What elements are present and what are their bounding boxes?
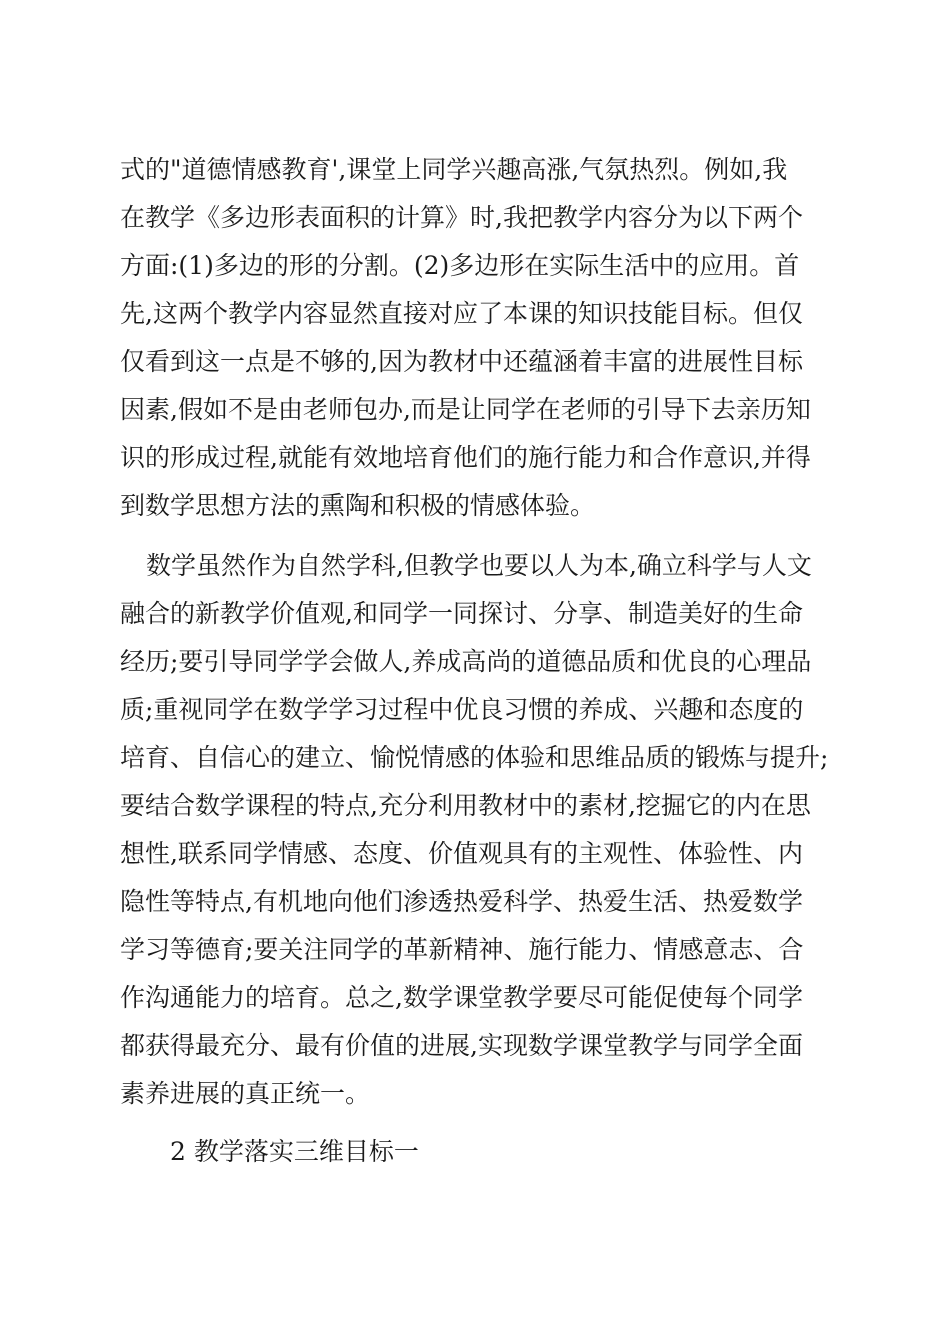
text-line: 质;重视同学在数学学习过程中优良习惯的养成、兴趣和态度的 [120, 695, 804, 724]
text-line: 素养进展的真正统一。 [120, 1079, 371, 1108]
text-line: 先,这两个教学内容显然直接对应了本课的知识技能目标。但仅 [120, 299, 803, 328]
text-line: 因素,假如不是由老师包办,而是让同学在老师的引导下去亲历知 [120, 395, 811, 424]
text-line: 都获得最充分、最有价值的进展,实现数学课堂教学与同学全面 [120, 1031, 803, 1060]
text-line: 式的"道德情感教育',课堂上同学兴趣高涨,气氛热烈。例如,我 [120, 155, 788, 184]
text-line: 到数学思想方法的熏陶和积极的情感体验。 [120, 491, 596, 520]
text-line: 融合的新教学价值观,和同学一同探讨、分享、制造美好的生命 [120, 599, 803, 628]
text-line: 作沟通能力的培育。总之,数学课堂教学要尽可能促使每个同学 [120, 983, 803, 1012]
text-line: 在教学《多边形表面积的计算》时,我把教学内容分为以下两个 [120, 203, 803, 232]
text-line: 数学虽然作为自然学科,但教学也要以人为本,确立科学与人文 [146, 551, 812, 580]
text-line: 识的形成过程,就能有效地培育他们的施行能力和合作意识,并得 [120, 443, 811, 472]
text-line: 学习等德育;要关注同学的革新精神、施行能力、情感意志、合 [120, 935, 804, 964]
text-line: 方面:(1)多边的形的分割。(2)多边形在实际生活中的应用。首 [120, 251, 800, 280]
text-line: 隐性等特点,有机地向他们渗透热爱科学、热爱生活、热爱数学 [120, 887, 803, 916]
section-heading: 2 教学落实三维目标一 [170, 1137, 419, 1166]
text-line: 想性,联系同学情感、态度、价值观具有的主观性、体验性、内 [120, 839, 803, 868]
text-line: 要结合数学课程的特点,充分利用教材中的素材,挖掘它的内在思 [120, 791, 811, 820]
text-line: 经历;要引导同学学会做人,养成高尚的道德品质和优良的心理品 [120, 647, 812, 676]
text-line: 培育、自信心的建立、愉悦情感的体验和思维品质的锻炼与提升; [120, 743, 829, 772]
text-line: 仅看到这一点是不够的,因为教材中还蕴涵着丰富的进展性目标 [120, 347, 803, 376]
